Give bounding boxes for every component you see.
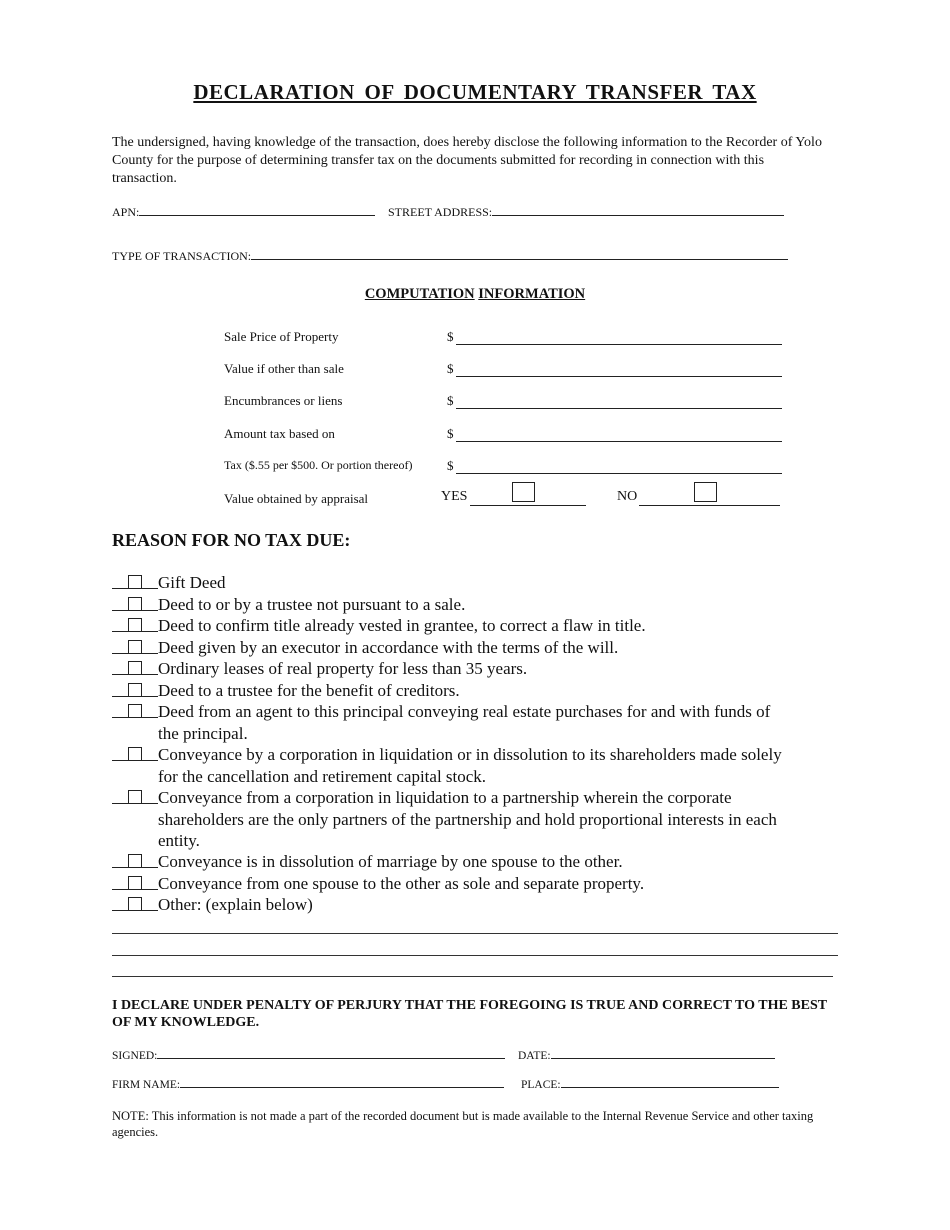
reason-checkbox[interactable] — [128, 854, 142, 868]
sale-price-input[interactable] — [456, 331, 782, 345]
reason-text: Deed given by an executor in accordance with the terms of the will. — [158, 637, 619, 657]
reason-item — [112, 594, 832, 616]
no-label: NO — [617, 489, 638, 504]
reason-checkbox[interactable] — [128, 897, 142, 911]
other-value-input[interactable] — [456, 363, 782, 377]
explanation-line[interactable] — [112, 976, 833, 977]
comp-row-label: Amount tax based on — [224, 426, 335, 441]
reason-text: Ordinary leases of real property for less than 35 years. — [158, 659, 528, 678]
explanation-line[interactable] — [112, 955, 838, 956]
reason-item — [112, 658, 832, 680]
reason-checkbox[interactable] — [128, 661, 142, 675]
comp-row-label: Encumbrances or liens — [224, 393, 343, 408]
reason-text: Deed to a trustee for the benefit of creditors. — [158, 680, 460, 700]
signed-input[interactable] — [157, 1046, 505, 1059]
comp-row-label: Sale Price of Property — [224, 329, 339, 344]
dollar-sign: $ — [447, 361, 454, 376]
reason-checkbox[interactable] — [128, 790, 142, 804]
reason-text: Conveyance from one spouse to the other as sole and separate property. — [158, 873, 645, 893]
tax-base-input[interactable] — [456, 428, 782, 442]
reason-text: Conveyance by a corporation in liquidation or in dissolution to its shareholders made solely for the cancellation and retirement capital stock. — [158, 745, 782, 786]
reason-checkbox[interactable] — [128, 747, 142, 761]
reason-checkbox[interactable] — [128, 618, 142, 632]
appraisal-yes-checkbox[interactable] — [512, 482, 535, 502]
firm-name-input[interactable] — [180, 1075, 504, 1088]
appraisal-label: Value obtained by appraisal — [224, 491, 369, 506]
place-input[interactable] — [561, 1075, 779, 1088]
transaction-type-field — [112, 247, 788, 264]
dollar-sign: $ — [447, 393, 454, 408]
street-address-input[interactable] — [492, 203, 784, 216]
computation-heading — [0, 286, 950, 303]
reason-text: Conveyance from a corporation in liquidation to a partnership wherein the corporate shareholders are the only partners of the partnership and hold proportional interests in each entity. — [158, 788, 777, 850]
reason-checkbox[interactable] — [128, 704, 142, 718]
firm-name-label: FIRM NAME: — [112, 1079, 181, 1091]
reason-text: Deed to or by a trustee not pursuant to a sale. — [158, 594, 466, 614]
intro-paragraph: The undersigned, having knowledge of the transaction, does hereby disclose the following information to the Recorder of Yolo County for the purpose of determining transfer tax on the documents submitted for recording in connection with this transaction. — [112, 135, 822, 186]
comp-row-label: Value if other than sale — [224, 361, 344, 376]
reason-item — [112, 873, 832, 895]
date-input[interactable] — [551, 1046, 775, 1059]
reason-text: Conveyance is in dissolution of marriage by one spouse to the other. — [158, 852, 623, 871]
transaction-type-input[interactable] — [251, 247, 788, 260]
reason-text: Other: (explain below) — [158, 895, 313, 914]
appraisal-no-checkbox[interactable] — [694, 482, 717, 502]
dollar-sign: $ — [447, 329, 454, 344]
footer-note: NOTE: This information is not made a part of the recorded document but is made available to the Internal Revenue Service and other taxing agencies. — [112, 1109, 814, 1139]
dollar-sign: $ — [447, 426, 454, 441]
explanation-line[interactable] — [112, 933, 838, 934]
signed-field — [112, 1046, 505, 1062]
encumbrances-input[interactable] — [456, 395, 782, 409]
apn-input[interactable] — [139, 203, 375, 216]
date-label: DATE: — [518, 1050, 551, 1062]
reason-item — [112, 894, 832, 916]
reason-item — [112, 615, 832, 637]
street-address-field — [388, 203, 784, 220]
place-field — [521, 1075, 779, 1091]
firm-name-field — [112, 1075, 504, 1091]
reason-checkbox[interactable] — [128, 640, 142, 654]
tax-amount-input[interactable] — [456, 460, 782, 474]
dollar-sign: $ — [447, 458, 454, 473]
yes-label: YES — [441, 489, 468, 504]
reason-text: Gift Deed — [158, 573, 226, 592]
reason-item — [112, 637, 832, 659]
computation-heading-part2: INFORMATION — [478, 286, 586, 302]
reason-text: Deed from an agent to this principal conveying real estate purchases for and with funds of the principal. — [158, 702, 771, 743]
reason-item — [112, 787, 802, 852]
reason-checkbox[interactable] — [128, 683, 142, 697]
reason-item — [112, 680, 832, 702]
reason-checkbox[interactable] — [128, 876, 142, 890]
form-title: DECLARATION OF DOCUMENTARY TRANSFER TAX — [193, 80, 757, 104]
reason-item — [112, 744, 792, 787]
reason-checkbox[interactable] — [128, 597, 142, 611]
apn-label: APN: — [112, 205, 140, 219]
computation-heading-part1: COMPUTATION — [364, 286, 475, 302]
reason-item — [112, 572, 832, 594]
reason-checkbox[interactable] — [128, 575, 142, 589]
comp-row-label: Tax ($.55 per $500. Or portion thereof) — [224, 458, 413, 472]
reason-item — [112, 851, 832, 873]
reason-heading: REASON FOR NO TAX DUE: — [112, 530, 351, 550]
signed-label: SIGNED: — [112, 1050, 158, 1062]
perjury-declaration: I DECLARE UNDER PENALTY OF PERJURY THAT THE FOREGOING IS TRUE AND CORRECT TO THE BEST OF MY KNOWLEDGE. — [112, 998, 827, 1030]
reason-item — [112, 701, 792, 744]
reason-text: Deed to confirm title already vested in grantee, to correct a flaw in title. — [158, 616, 646, 635]
date-field — [518, 1046, 775, 1062]
place-label: PLACE: — [521, 1079, 561, 1091]
transaction-type-label: TYPE OF TRANSACTION: — [112, 249, 252, 263]
street-address-label: STREET ADDRESS: — [388, 205, 493, 219]
apn-field — [112, 203, 375, 220]
